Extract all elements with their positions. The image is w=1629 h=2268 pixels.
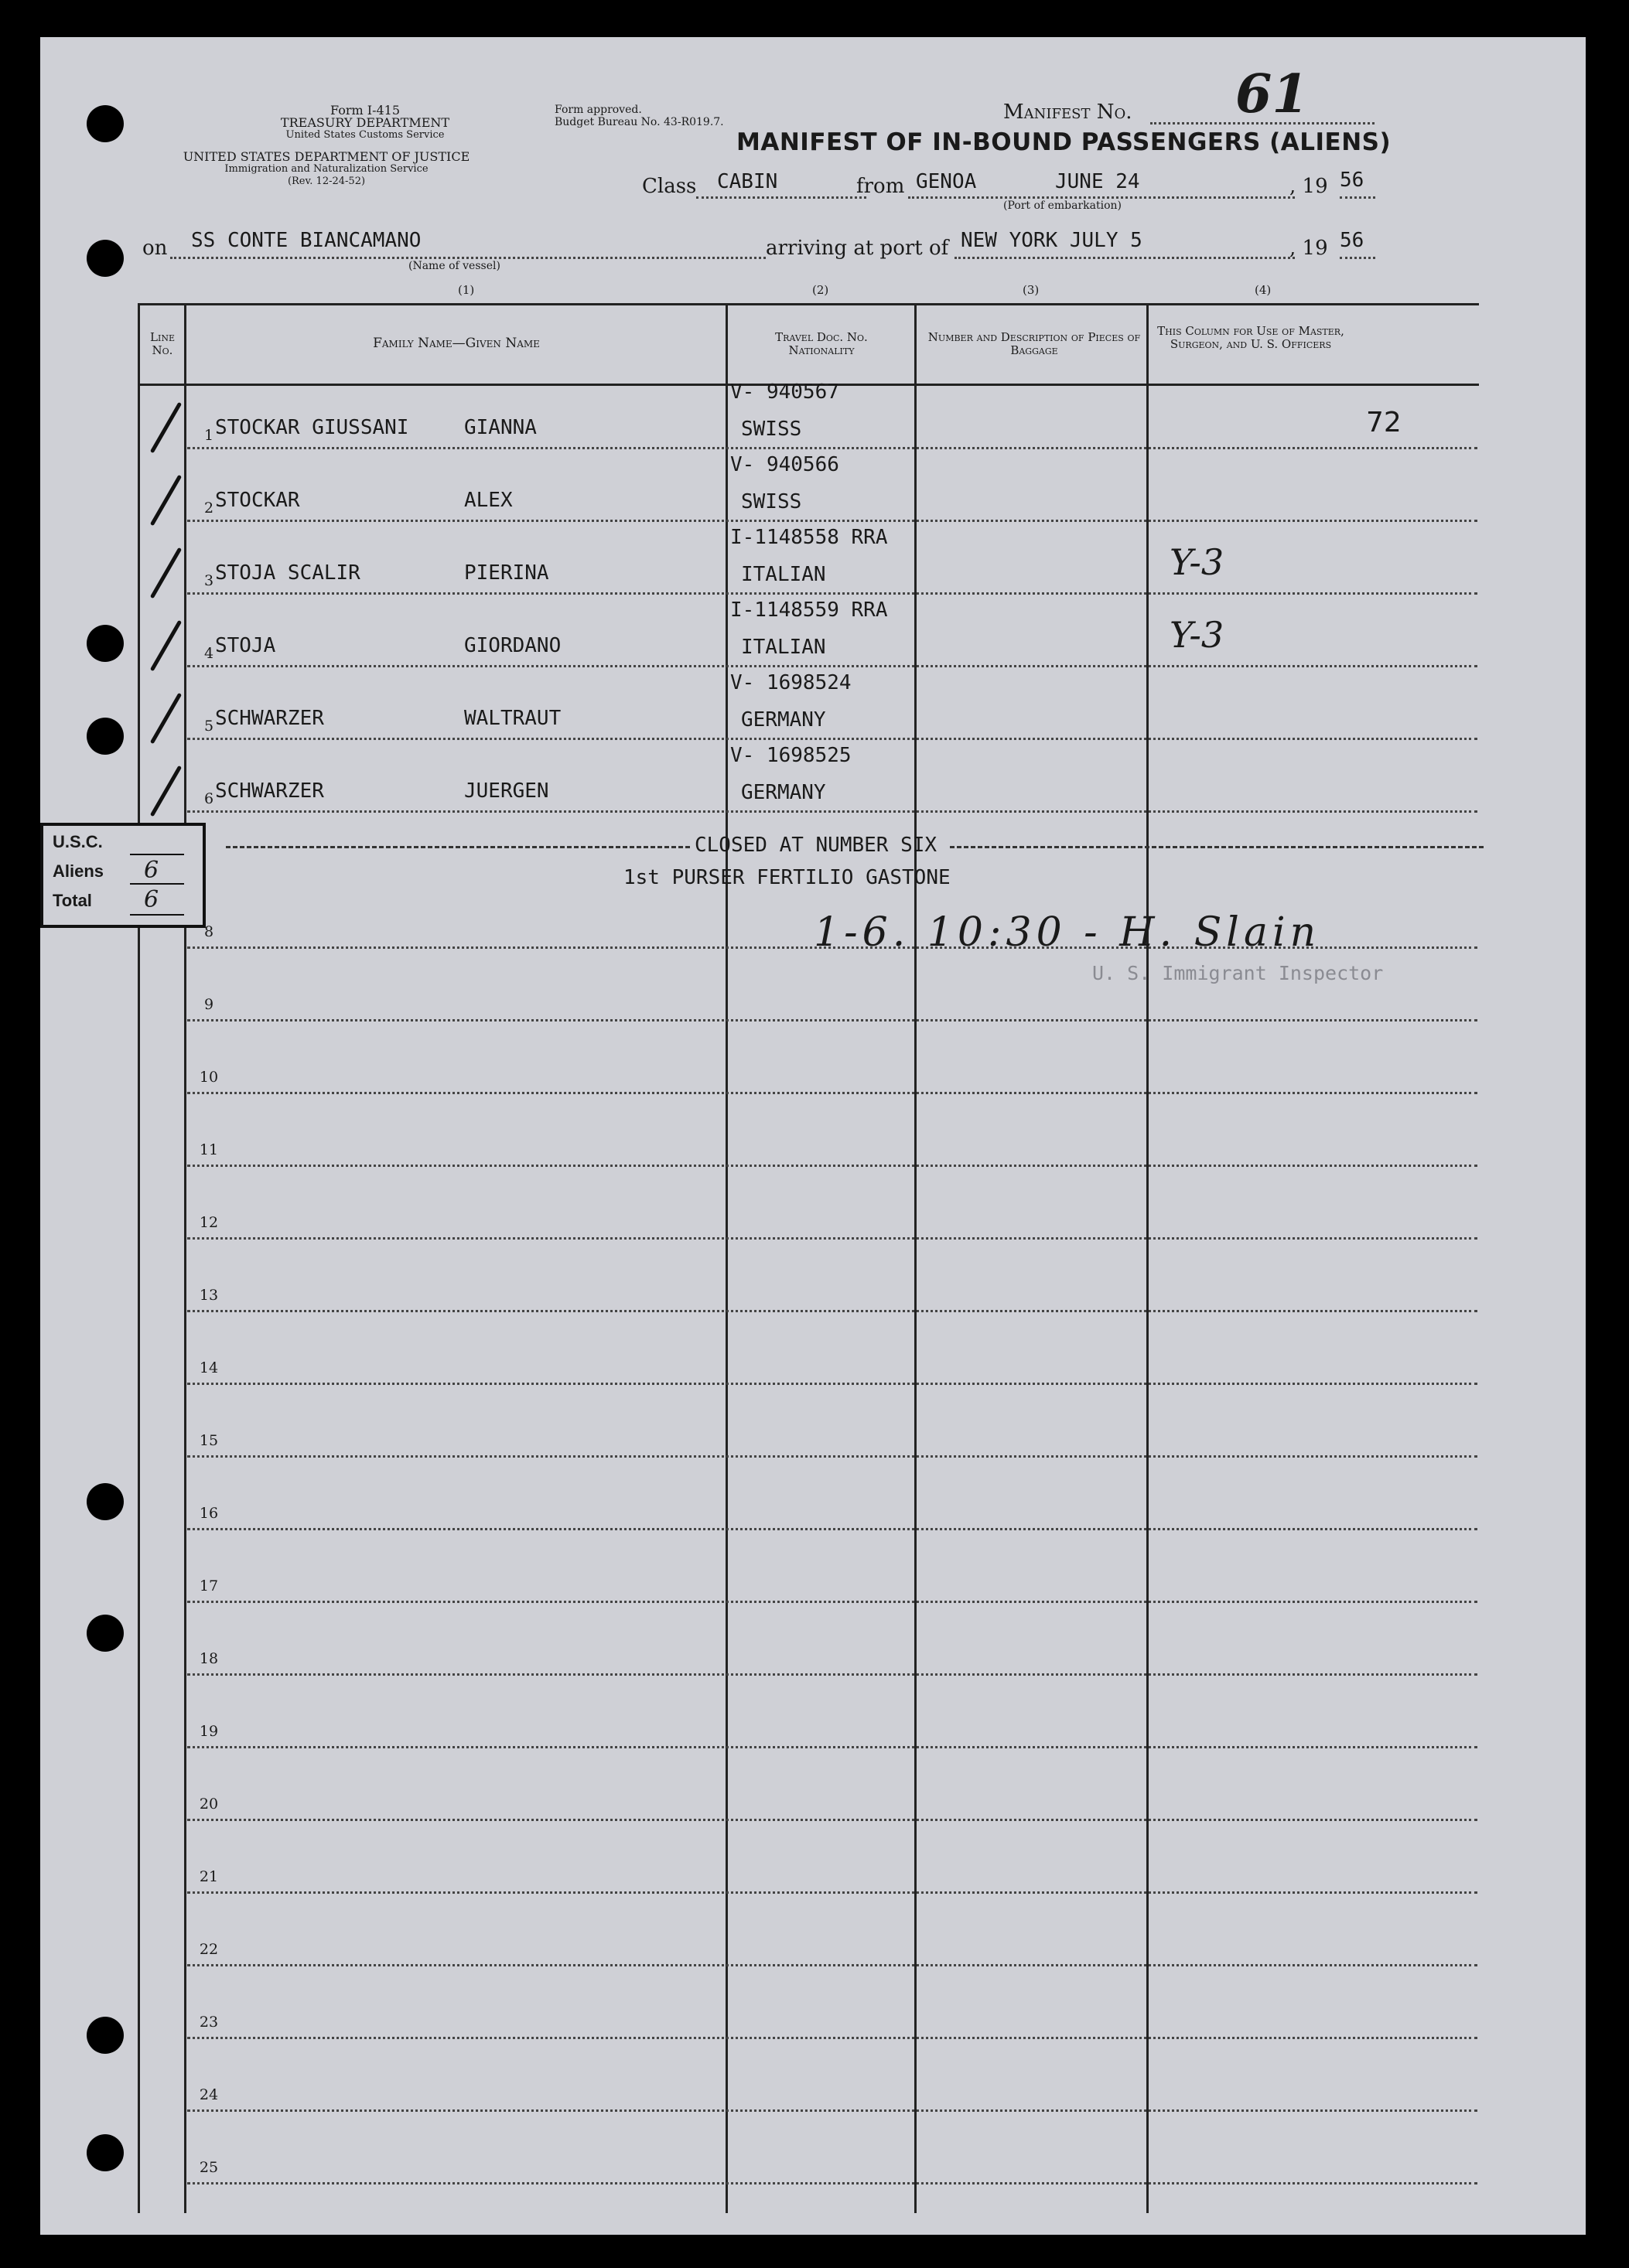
arrival-year-value: 56 <box>1340 229 1364 252</box>
port-embark-note: (Port of embarkation) <box>1003 200 1122 212</box>
line-number: 2 <box>203 500 214 517</box>
from-label: from <box>856 175 905 198</box>
total-label: Total <box>53 891 92 910</box>
arrival-year-prefix: , 19 <box>1289 237 1328 260</box>
travel-doc-number: V- 940567 <box>730 380 839 404</box>
from-value: GENOA <box>916 170 977 193</box>
line-number: 6 <box>203 790 214 807</box>
officer-mark: Y-3 <box>1170 614 1224 656</box>
doj-title: UNITED STATES DEPARTMENT OF JUSTICE <box>183 149 470 164</box>
line-number: 23 <box>199 2014 219 2031</box>
passenger-row <box>40 597 1586 670</box>
manifest-no-label: Manifest No. <box>1003 101 1132 124</box>
row-rule <box>187 738 1477 740</box>
line-number: 22 <box>199 1941 219 1958</box>
empty-row <box>40 1103 1586 1175</box>
revision: (Rev. 12-24-52) <box>287 176 366 187</box>
manifest-title: MANIFEST OF IN-BOUND PASSENGERS (ALIENS) <box>736 128 1392 156</box>
line-number: 20 <box>199 1796 219 1813</box>
empty-row <box>40 1175 1586 1248</box>
line-number: 24 <box>199 2086 219 2103</box>
name-header: Family Name—Given Name <box>373 336 540 351</box>
row-rule <box>187 447 1477 449</box>
empty-row <box>40 1757 1586 1830</box>
year-rule <box>1340 196 1375 199</box>
travel-doc-number: V- 940566 <box>730 453 839 476</box>
check-mark-icon <box>150 547 182 599</box>
col-num-2: (2) <box>812 283 829 297</box>
inspector-handwriting: 1-6. 10:30 - H. Slain <box>814 909 1321 956</box>
passenger-row <box>40 742 1586 815</box>
line-number: 19 <box>199 1723 219 1740</box>
row-rule <box>187 1019 1477 1021</box>
family-name: STOCKAR GIUSSANI <box>215 416 409 439</box>
line-number: 1 <box>203 427 214 444</box>
arrival-year-rule <box>1340 257 1375 259</box>
row-rule <box>187 1964 1477 1966</box>
empty-row <box>40 1611 1586 1684</box>
officers-header: This Column for Use of Master, Surgeon, and U. S. Officers <box>1157 324 1344 351</box>
form-number: Form I-415 <box>330 103 401 118</box>
row-rule <box>187 1819 1477 1821</box>
passenger-row <box>40 670 1586 742</box>
empty-row <box>40 1902 1586 1975</box>
row-rule <box>187 1165 1477 1167</box>
travel-doc-header: Travel Doc. No. Nationality <box>775 330 868 357</box>
line-number: 11 <box>199 1141 219 1158</box>
date-value: JUNE 24 <box>1055 170 1140 193</box>
line-number: 3 <box>203 572 214 589</box>
empty-row <box>40 1975 1586 2048</box>
row-rule <box>187 665 1477 667</box>
aliens-value: 6 <box>144 857 159 884</box>
baggage-header: Number and Description of Pieces of Baggage <box>927 330 1141 357</box>
punch-hole <box>87 240 124 277</box>
nationality: SWISS <box>741 490 802 513</box>
travel-doc-number: I-1148559 RRA <box>730 599 888 622</box>
on-label: on <box>142 237 168 260</box>
summary-underline <box>130 854 184 855</box>
vessel-note: (Name of vessel) <box>408 260 500 272</box>
inspector-stamp: U. S. Immigrant Inspector <box>1092 962 1384 984</box>
empty-row <box>40 1393 1586 1466</box>
line-number: 16 <box>199 1505 219 1522</box>
line-number: 5 <box>203 718 214 735</box>
row-rule <box>187 1673 1477 1676</box>
row-rule <box>187 1237 1477 1240</box>
ins-title: Immigration and Naturalization Service <box>224 163 429 175</box>
nationality: GERMANY <box>741 781 826 804</box>
line-number: 17 <box>199 1577 219 1594</box>
passenger-row <box>40 524 1586 597</box>
line-number: 8 <box>203 923 214 940</box>
nationality: ITALIAN <box>741 636 826 659</box>
check-mark-icon <box>150 693 182 745</box>
row-rule <box>187 2037 1477 2039</box>
empty-row <box>40 1684 1586 1757</box>
budget-bureau: Budget Bureau No. 43-R019.7. <box>555 116 724 128</box>
arrival-value: NEW YORK JULY 5 <box>961 229 1142 252</box>
form-approved: Form approved. <box>555 104 642 116</box>
closed-rule-left <box>226 846 690 848</box>
officer-mark: Y-3 <box>1170 541 1224 583</box>
line-number: 14 <box>199 1359 219 1376</box>
customs-service: United States Customs Service <box>285 129 445 141</box>
empty-row <box>40 1030 1586 1103</box>
given-name: PIERINA <box>464 561 549 585</box>
year-value: 56 <box>1340 169 1364 192</box>
row-rule <box>187 1092 1477 1094</box>
from-rule <box>908 196 1295 199</box>
row-rule <box>187 2182 1477 2184</box>
travel-doc-number: V- 1698524 <box>730 671 852 694</box>
empty-row <box>40 1248 1586 1321</box>
usc-label: U.S.C. <box>53 832 103 851</box>
class-label: Class <box>642 175 697 198</box>
class-value: CABIN <box>717 170 778 193</box>
empty-row <box>40 1321 1586 1393</box>
family-name: SCHWARZER <box>215 779 324 803</box>
check-mark-icon <box>150 402 182 454</box>
empty-row <box>40 1830 1586 1902</box>
arriving-label: arriving at port of <box>766 237 949 260</box>
travel-doc-number: V- 1698525 <box>730 744 852 767</box>
empty-row <box>40 1466 1586 1539</box>
row-rule <box>187 1383 1477 1385</box>
row-rule <box>187 1455 1477 1458</box>
row-rule <box>187 592 1477 595</box>
margin-number: 72 <box>1366 407 1402 438</box>
row-rule <box>187 1528 1477 1530</box>
total-value: 6 <box>144 886 159 913</box>
check-mark-icon <box>150 620 182 672</box>
aliens-label: Aliens <box>53 861 104 881</box>
line-number: 4 <box>203 645 214 662</box>
treasury-dept: TREASURY DEPARTMENT <box>280 115 450 130</box>
line-number: 12 <box>199 1214 219 1231</box>
row-rule <box>187 520 1477 522</box>
check-mark-icon <box>150 766 182 817</box>
given-name: ALEX <box>464 489 513 512</box>
line-number: 18 <box>199 1650 219 1667</box>
given-name: GIORDANO <box>464 634 562 657</box>
col-num-1: (1) <box>458 283 475 297</box>
row-rule <box>187 1601 1477 1603</box>
row-rule <box>187 1310 1477 1312</box>
given-name: WALTRAUT <box>464 707 562 730</box>
line-number: 9 <box>203 996 214 1013</box>
closed-text: CLOSED AT NUMBER SIX <box>695 834 937 857</box>
line-no-header: Line No. <box>150 330 175 357</box>
col-num-3: (3) <box>1023 283 1040 297</box>
empty-row <box>40 885 1586 957</box>
vessel-rule <box>170 257 766 259</box>
line-number: 10 <box>199 1069 219 1086</box>
travel-doc-number: I-1148558 RRA <box>730 526 888 549</box>
class-rule <box>696 196 866 199</box>
check-mark-icon <box>150 475 182 527</box>
given-name: GIANNA <box>464 416 537 439</box>
year-prefix: , 19 <box>1289 175 1328 198</box>
row-rule <box>187 946 1477 949</box>
passenger-row <box>40 379 1586 452</box>
family-name: STOJA SCALIR <box>215 561 360 585</box>
col-num-4: (4) <box>1255 283 1272 297</box>
given-name: JUERGEN <box>464 779 549 803</box>
empty-row <box>40 1539 1586 1611</box>
family-name: SCHWARZER <box>215 707 324 730</box>
manifest-number: 61 <box>1235 63 1309 125</box>
row-rule <box>187 810 1477 813</box>
punch-hole <box>87 105 124 142</box>
nationality: GERMANY <box>741 708 826 732</box>
empty-row <box>40 2120 1586 2193</box>
nationality: ITALIAN <box>741 563 826 586</box>
vessel-value: SS CONTE BIANCAMANO <box>191 229 422 252</box>
line-number: 13 <box>199 1287 219 1304</box>
manifest-sheet <box>40 37 1586 2235</box>
line-number: 15 <box>199 1432 219 1449</box>
line-number: 25 <box>199 2159 219 2176</box>
empty-row <box>40 957 1586 1030</box>
table-top-rule <box>139 303 1479 305</box>
arrival-rule <box>955 257 1295 259</box>
row-rule <box>187 1746 1477 1748</box>
purser-text: 1st PURSER FERTILIO GASTONE <box>623 866 951 889</box>
nationality: SWISS <box>741 418 802 441</box>
family-name: STOCKAR <box>215 489 300 512</box>
line-number: 21 <box>199 1868 219 1885</box>
passenger-row <box>40 452 1586 524</box>
family-name: STOJA <box>215 634 276 657</box>
empty-row <box>40 2048 1586 2120</box>
row-rule <box>187 2109 1477 2112</box>
closed-rule-right <box>950 846 1484 848</box>
row-rule <box>187 1891 1477 1894</box>
